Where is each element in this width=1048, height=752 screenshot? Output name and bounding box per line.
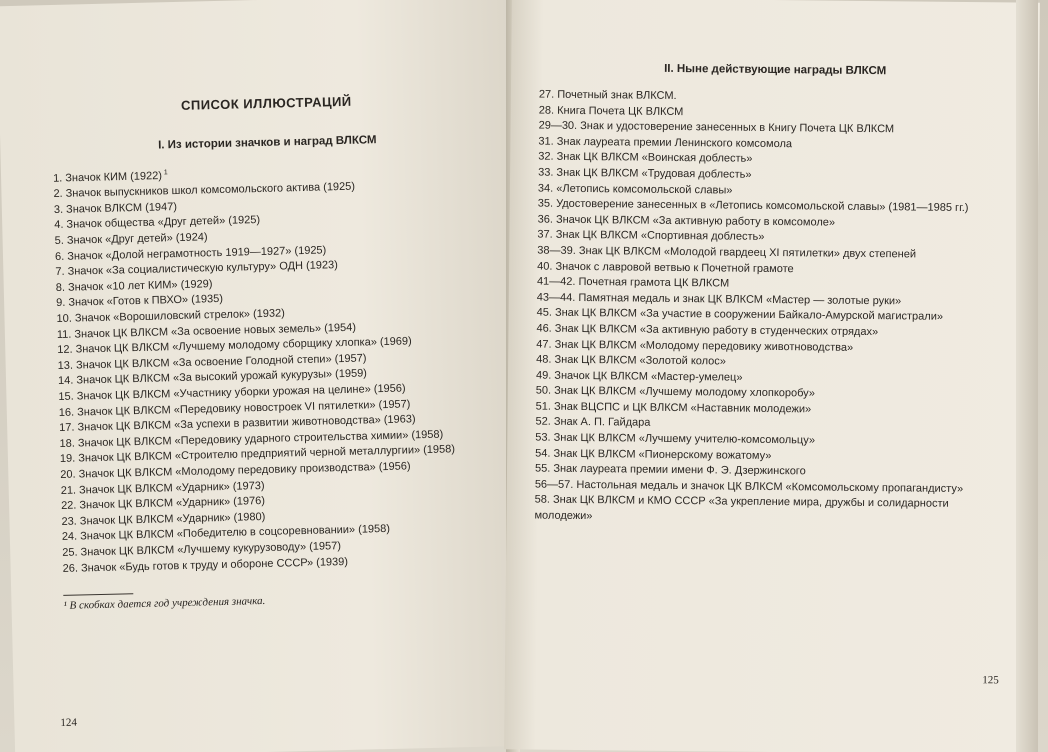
list-item: 10. Значок «Ворошиловский стрелок» (1932) <box>56 307 285 326</box>
list-item: 45. Знак ЦК ВЛКСМ «За участие в сооружении Байкало-Амурской магистрали» <box>536 306 944 324</box>
list-item: 28. Книга Почета ЦК ВЛКСМ <box>538 104 684 118</box>
list-item: 6. Значок «Долой неграмотность 1919—1927» (1925) <box>54 244 327 263</box>
list-item: 34. «Летопись комсомольской славы» <box>537 182 733 197</box>
list-item: 4. Значок общества «Друг детей» (1925) <box>54 214 261 232</box>
list-item: 50. Знак ЦК ВЛКСМ «Лучшему молодому хлопкоробу» <box>535 384 816 400</box>
list-item: 1. Значок КИМ (1922) $^1$ <box>52 169 168 185</box>
list-item: 2. Значок выпускников школ комсомольского актива (1925) <box>53 180 356 201</box>
list-item: 35. Удостоверение занесенных в «Летопись комсомольской славы» (1981—1985 гг.) <box>537 197 969 215</box>
page-number-left: 124 <box>60 716 78 730</box>
section-heading-1: I. Из истории значков и наград ВЛКСМ <box>157 134 377 152</box>
list-item: 38—39. Знак ЦК ВЛКСМ «Молодой гвардеец XI пятилетки» двух степеней <box>537 244 917 261</box>
list-item: 55. Знак лауреата премии имени Ф. Э. Дзержинского <box>534 462 806 478</box>
list-item: 54. Знак ЦК ВЛКСМ «Пионерскому вожатому» <box>535 447 772 462</box>
list-item: 14. Значок ЦК ВЛКСМ «За высокий урожай кукурузы» (1959) <box>57 367 368 388</box>
list-item: 11. Значок ЦК ВЛКСМ «За освоение новых земель» (1954) <box>56 321 357 341</box>
list-item: 13. Значок ЦК ВЛКСМ «За освоение Голодной степи» (1957) <box>57 352 367 372</box>
footnote: ¹ В скобках дается год учреждения значка. <box>63 595 266 613</box>
illustration-list-1 <box>53 158 493 577</box>
list-item: 15. Значок ЦК ВЛКСМ «Участнику уборки урожая на целине» (1956) <box>58 382 406 403</box>
list-item: 27. Почетный знак ВЛКСМ. <box>538 88 677 102</box>
list-item: 51. Знак ВЦСПС и ЦК ВЛКСМ «Наставник молодежи» <box>535 400 812 416</box>
list-item: 31. Знак лауреата премии Ленинского комсомола <box>538 135 793 150</box>
list-title: СПИСОК ИЛЛЮСТРАЦИЙ <box>180 93 352 113</box>
list-item: 17. Значок ЦК ВЛКСМ «За успехи в развитии животноводства» (1963) <box>59 413 416 435</box>
right-page <box>504 0 1040 752</box>
list-item: 29—30. Знак и удостоверение занесенных в Книгу Почета ЦК ВЛКСМ <box>538 119 895 136</box>
list-item: 40. Значок с лавровой ветвью к Почетной грамоте <box>537 260 794 275</box>
list-item: 36. Значок ЦК ВЛКСМ «За активную работу в комсомоле» <box>537 213 836 229</box>
list-item: 58. Знак ЦК ВЛКСМ и КМО СССР «За укрепление мира, дружбы и солидарности молодежи» <box>534 493 949 523</box>
section-heading-2: II. Ныне действующие награды ВЛКСМ <box>664 62 887 78</box>
list-item: 33. Знак ЦК ВЛКСМ «Трудовая доблесть» <box>538 166 752 181</box>
list-item: 18. Значок ЦК ВЛКСМ «Передовику ударного строительства химии» (1958) <box>59 428 444 450</box>
list-item: 12. Значок ЦК ВЛКСМ «Лучшему молодому сборщику хлопка» (1969) <box>57 335 412 357</box>
illustration-list-2 <box>534 88 1011 530</box>
list-item: 3. Значок ВЛКСМ (1947) <box>53 200 178 216</box>
page-number-right: 125 <box>982 674 999 687</box>
list-item: 41—42. Почетная грамота ЦК ВЛКСМ <box>536 275 730 290</box>
list-item: 7. Значок «За социалистическую культуру» ОДН (1923) <box>55 259 338 279</box>
list-item: 19. Значок ЦК ВЛКСМ «Строителю предприятий черной металлургии» (1958) <box>59 443 456 466</box>
list-item: 49. Значок ЦК ВЛКСМ «Мастер-умелец» <box>535 369 743 384</box>
list-item: 52. Знак А. П. Гайдара <box>535 415 651 430</box>
list-item: 21. Значок ЦК ВЛКСМ «Ударник» (1973) <box>60 479 265 497</box>
list-item: 37. Знак ЦК ВЛКСМ «Спортивная доблесть» <box>537 228 765 244</box>
list-item: 24. Значок ЦК ВЛКСМ «Победителю в соцсоревновании» (1958) <box>61 523 391 544</box>
list-item: 25. Значок ЦК ВЛКСМ «Лучшему кукурузоводу» (1957) <box>62 540 342 559</box>
list-item: 5. Значок «Друг детей» (1924) <box>54 231 208 248</box>
list-item: 43—44. Памятная медаль и знак ЦК ВЛКСМ «Мастер — золотые руки» <box>536 291 902 308</box>
list-item: 53. Знак ЦК ВЛКСМ «Лучшему учителю-комсомольцу» <box>535 431 816 447</box>
page-edges <box>1016 0 1038 752</box>
list-item: 23. Значок ЦК ВЛКСМ «Ударник» (1980) <box>61 510 266 528</box>
list-item: 46. Знак ЦК ВЛКСМ «За активную работу в студенческих отрядах» <box>536 322 879 339</box>
list-item: 32. Знак ЦК ВЛКСМ «Воинская доблесть» <box>538 150 753 166</box>
list-item: 48. Знак ЦК ВЛКСМ «Золотой колос» <box>536 353 727 368</box>
list-item: 47. Знак ЦК ВЛКСМ «Молодому передовику животноводства» <box>536 338 854 354</box>
footnote-rule <box>63 593 133 596</box>
list-item: 9. Значок «Готов к ПВХО» (1935) <box>56 293 224 310</box>
list-item: 8. Значок «10 лет КИМ» (1929) <box>55 277 213 294</box>
list-item: 22. Значок ЦК ВЛКСМ «Ударник» (1976) <box>60 495 266 513</box>
footnote-marker: 1 <box>161 169 168 177</box>
list-item: 16. Значок ЦК ВЛКСМ «Передовику новостроек VI пятилетки» (1957) <box>58 397 411 419</box>
list-item: 26. Значок «Будь готов к труду и обороне СССР» (1939) <box>62 555 349 575</box>
list-item: 20. Значок ЦК ВЛКСМ «Молодому передовику производства» (1956) <box>60 460 411 481</box>
list-item: 56—57. Настольная медаль и значок ЦК ВЛКСМ «Комсомольскому пропагандисту» <box>534 478 964 495</box>
